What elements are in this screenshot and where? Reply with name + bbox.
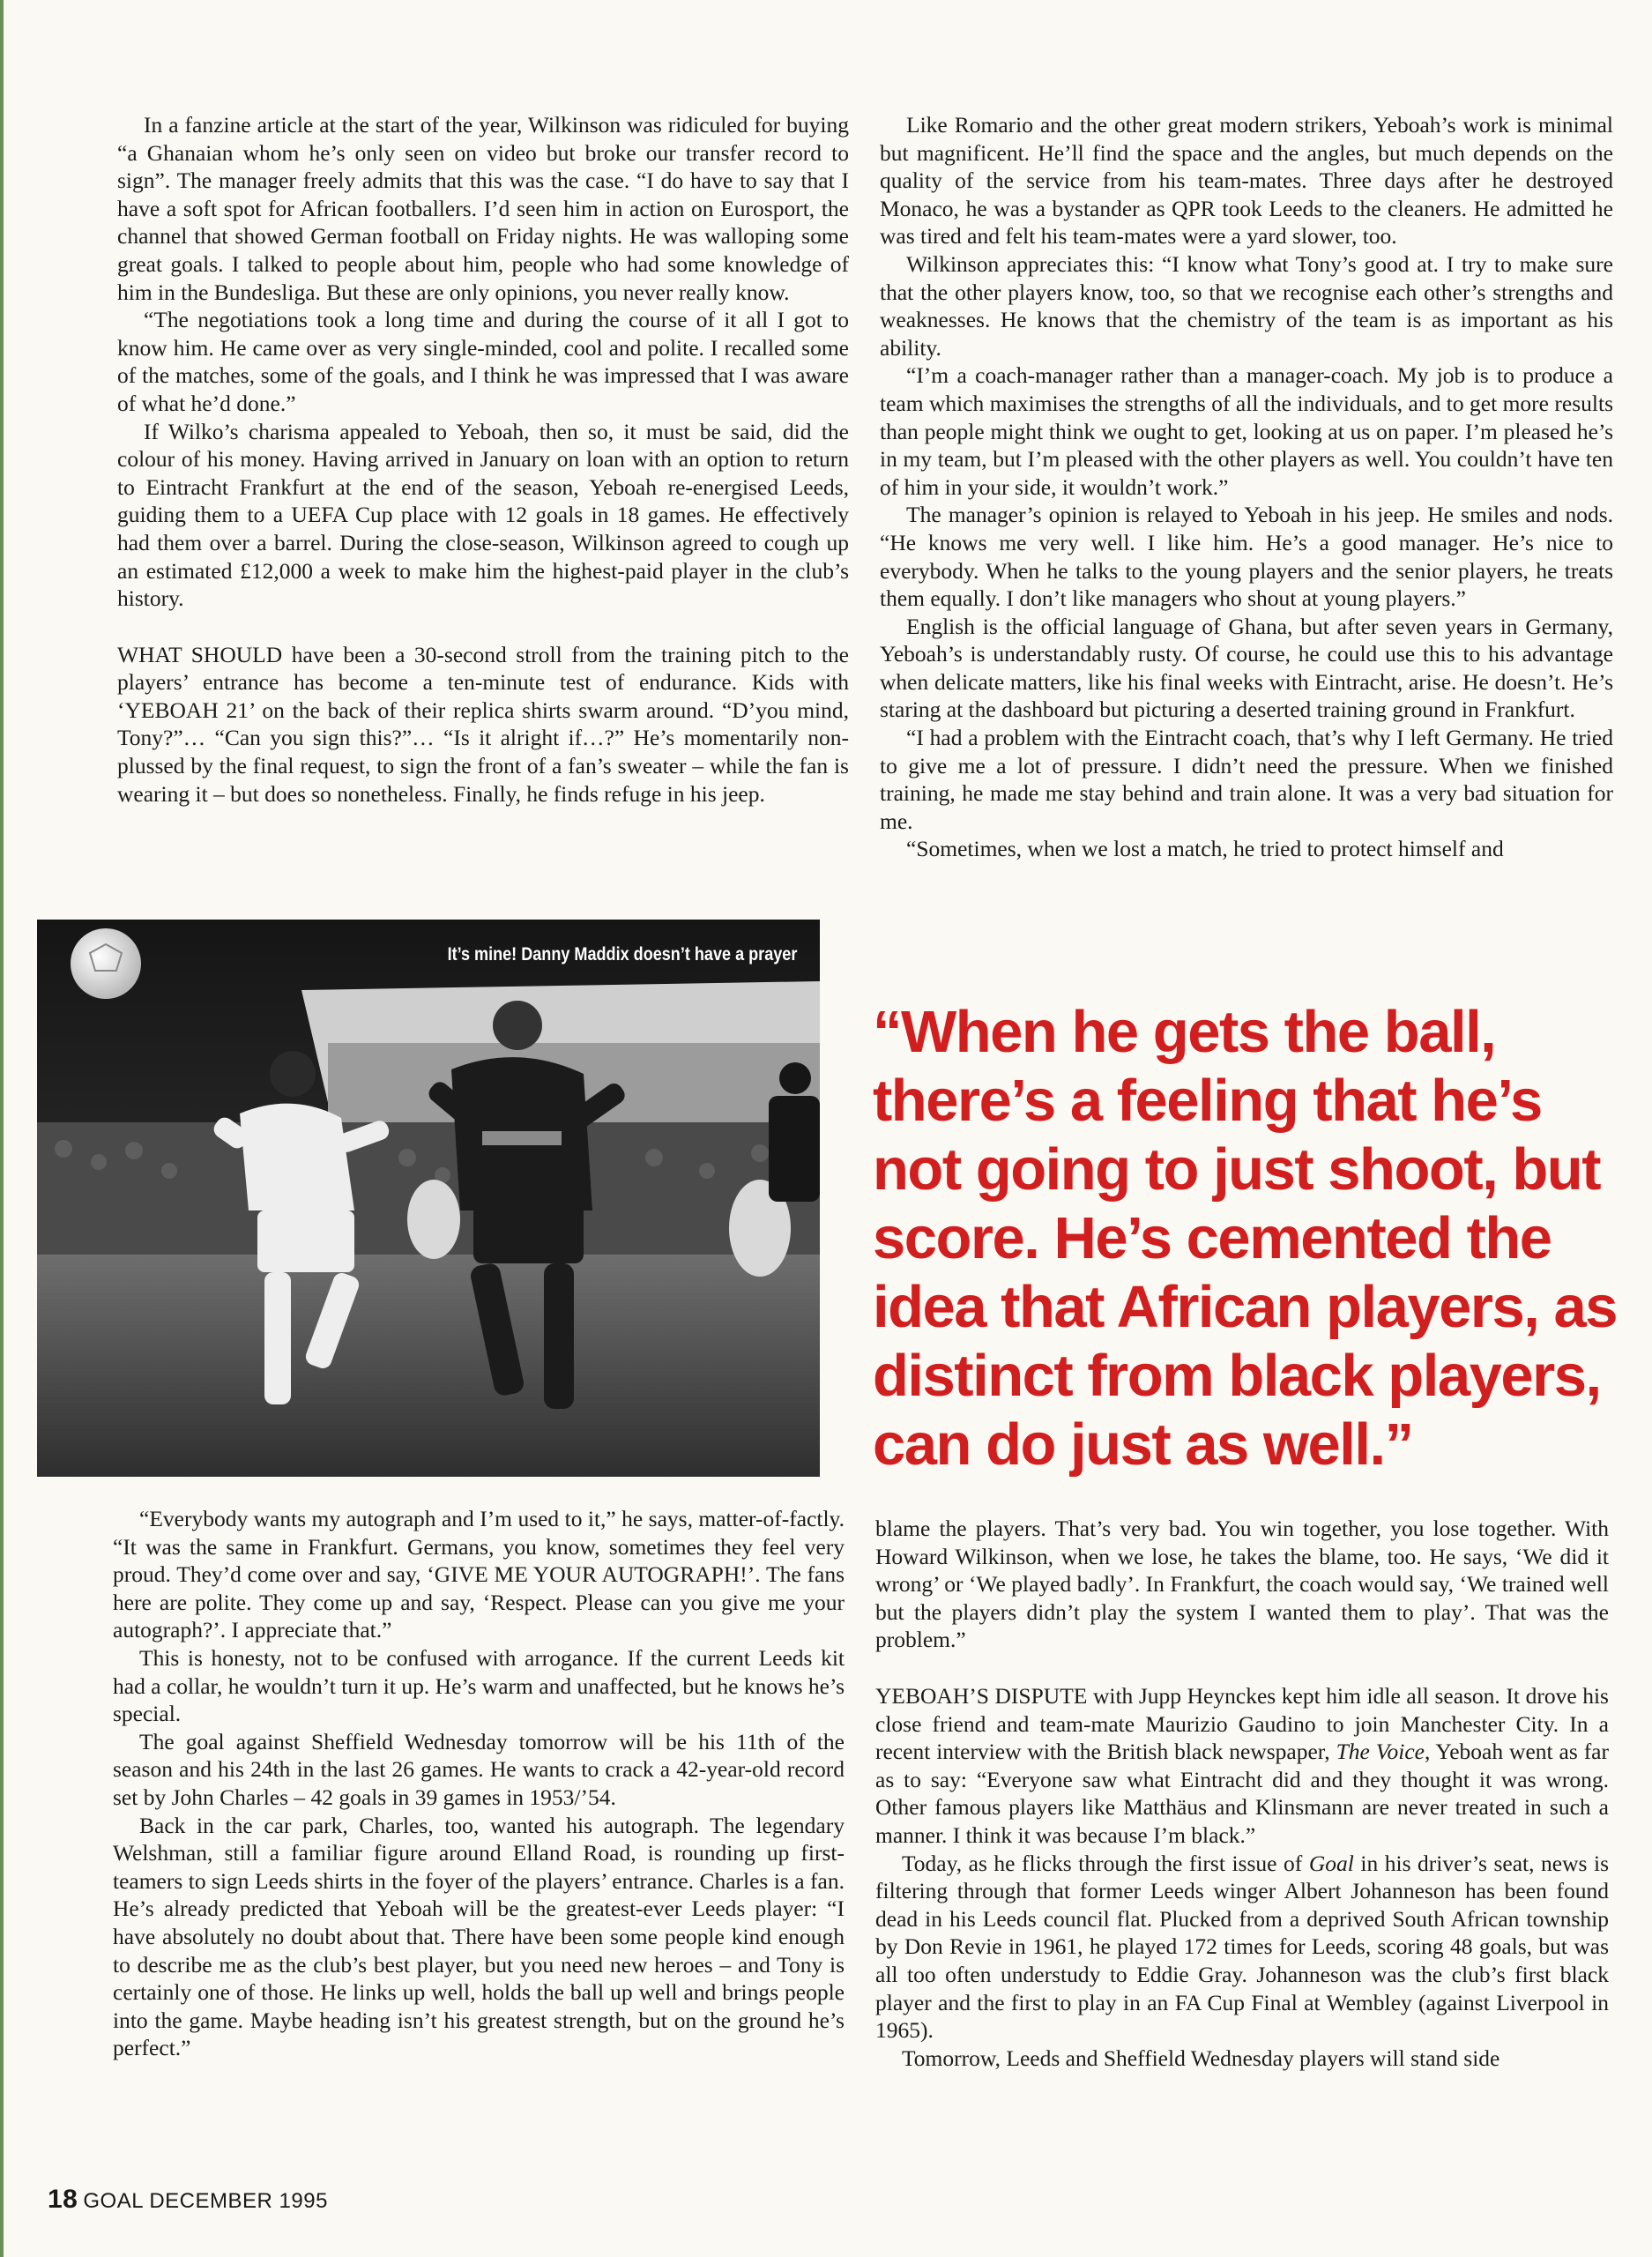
pull-quote-line: can do just as well.” <box>873 1412 1413 1478</box>
paragraph: English is the official language of Ghana, but after seven years in Germany, Yeboah’s is understandably rusty. Of course, he could use this to his advantage when delicate matters, like his final weeks with Eintracht, arise. He doesn’t. He’s staring at the dashboard but picturing a deserted training ground in Frankfurt. <box>880 613 1613 723</box>
paragraph-section-start <box>875 1682 1609 1850</box>
photo-caption: It’s mine! Danny Maddix doesn’t have a prayer <box>447 944 797 965</box>
text-run: YEBOAH’S DISPUTE with Jupp Heynckes kept him idle all season. It drove his close friend and team-mate Maurizio Gaudino to join Manchester City. In a recent interview with the British black newspaper, <box>875 1682 1609 1765</box>
article-column-right-bottom <box>875 1515 1609 2072</box>
paragraph: “Sometimes, when we lost a match, he tried to protect himself and <box>906 836 1504 862</box>
match-photo <box>37 920 820 1477</box>
paragraph: Tomorrow, Leeds and Sheffield Wednesday players will stand side <box>902 2045 1500 2071</box>
paragraph: The goal against Sheffield Wednesday tomorrow will be his 11th of the season and his 24th in the last 26 games. He wants to crack a 42-year-old record set by John Charles – 42 goals in 39 games in 1953/’54. <box>113 1728 845 1810</box>
pull-quote-line: there’s a feeling that he’s <box>873 1068 1542 1134</box>
text-run: Today, as he flicks through the first issue of <box>902 1850 1309 1876</box>
pull-quote-line: idea that African players, as <box>873 1274 1617 1340</box>
pull-quote-line: “When he gets the ball, <box>873 999 1496 1065</box>
paragraph: “The negotiations took a long time and during the course of it all I got to know him. He came over as very single-minded, cool and polite. I recalled some of the matches, some of the goals, and I think he was impressed that I was aware of what he’d done.” <box>117 307 849 416</box>
pull-quote-line: not going to just shoot, but <box>873 1136 1601 1203</box>
paragraph: “I had a problem with the Eintracht coach, that’s why I left Germany. He tried to give me a lot of pressure. I didn’t need the pressure. When we finished training, he made me stay behind and train alone. It was a very bad situation for me. <box>880 725 1613 834</box>
page-number: 18 <box>48 2185 78 2214</box>
paragraph: The manager’s opinion is relayed to Yeboah in his jeep. He smiles and nods. “He knows me very well. I like him. He’s a good manager. He’s nice to everybody. When he talks to the young players and the senior players, he treats them equally. I don’t like managers who shout at young players.” <box>880 502 1613 612</box>
pull-quote-line: distinct from black players, <box>873 1343 1601 1409</box>
paragraph: Back in the car park, Charles, too, wanted his autograph. The legendary Welshman, still a familiar figure around Elland Road, is rounding up first-teamers to sign Leeds shirts in the foyer of the players’ entrance. Charles is a fan. He’s already predicted that Yeboah will be the greatest-ever Leeds player: “I have absolutely no doubt about that. There have been some people kind enough to describe me as the club’s best player, but you need new heroes – and Tony is certainly one of those. He links up well, holds the ball up well and brings people into the game. Maybe heading isn’t his greatest strength, but on the ground he’s perfect.” <box>113 1812 845 2061</box>
pull-quote-line: score. He’s cemented the <box>873 1205 1552 1271</box>
paragraph: If Wilko’s charisma appealed to Yeboah, then so, it must be said, did the colour of his money. Having arrived in January on loan with an option to return to Eintracht Frankfurt at the end of the season, Yeboah re-energised Leeds, guiding them to a UEFA Cup place with 12 goals in 18 games. He effectively had them over a barrel. During the close-season, Wilkinson agreed to cough up an estimated £12,000 a week to make him the highest-paid player in the club’s history. <box>117 418 849 612</box>
paragraph-section-start: WHAT SHOULD have been a 30-second stroll from the training pitch to the players’ entrance has become a ten-minute test of endurance. Kids with ‘YEBOAH 21’ on the back of their replica shirts swarm around. “D’you mind, Tony?”… “Can you sign this?”… “Is it alright if…?” He’s momentarily non-plussed by the final request, to sign the front of a fan’s sweater – while the fan is wearing it – but does so nonetheless. Finally, he finds refuge in his jeep. <box>117 641 849 807</box>
newspaper-title: The Voice <box>1336 1739 1425 1765</box>
page-edge <box>0 0 4 2257</box>
paragraph: blame the players. That’s very bad. You win together, you lose together. With Howard Wilkinson, when we lose, he takes the blame, too. He says, ‘We did it wrong’ or ‘We played badly’. In Frankfurt, the coach would say, ‘We trained well but the players didn’t play the system I wanted them to play’. That was the problem.” <box>875 1516 1609 1653</box>
text-run: , Yeboah went as far as to say: “Everyone saw what Eintracht did and they thought it was wrong. Other famous players like Matthäus and Klinsmann are never treated in such a manner. I think it was because I’m black.” <box>875 1739 1609 1848</box>
publication-line: GOAL DECEMBER 1995 <box>83 2189 328 2213</box>
paragraph: “Everybody wants my autograph and I’m used to it,” he says, matter-of-factly. “It was the same in Frankfurt. Germans, you know, sometimes they feel very proud. They’d come over and say, ‘GIVE ME YOUR AUTOGRAPH!’. The fans here are polite. They come up and say, ‘Respect. Please can you give me your autograph?’. I appreciate that.” <box>113 1506 845 1643</box>
article-column-left-bottom <box>113 1505 845 2062</box>
text-run: in his driver’s seat, news is filtering through that former Leeds winger Albert Johanneson has been found dead in his Leeds council flat. Plucked from a deprived South African township by Don Revie in 1961, he played 172 times for Leeds, scoring 48 goals, but was all too often understudy to Eddie Gray. Johanneson was the club’s first black player and the first to play in an FA Cup Final at Wembley (against Liverpool in 1965). <box>875 1850 1609 2044</box>
magazine-title: Goal <box>1308 1850 1354 1876</box>
paragraph: Like Romario and the other great modern strikers, Yeboah’s work is minimal but magnificent. He’ll find the space and the angles, but much depends on the quality of the service from his team-mates. Three days after he destroyed Monaco, he was a bystander as QPR took Leeds to the cleaners. He admitted he was tired and felt his team-mates were a yard slower, too. <box>880 112 1613 250</box>
match-photo-illustration <box>37 920 820 1477</box>
pull-quote <box>873 998 1631 1479</box>
paragraph: “I’m a coach-manager rather than a manager-coach. My job is to produce a team which maximises the strengths of all the individuals, and to get more results than people might think we ought to get, looking at us on paper. I’m pleased he’s in my team, but I’m pleased with the other players as well. You couldn’t have ten of him in your side, it wouldn’t work.” <box>880 362 1613 500</box>
paragraph: Wilkinson appreciates this: “I know what Tony’s good at. I try to make sure that the other players know, too, so that we recognise each other’s strengths and weaknesses. He knows that the chemistry of the team is as important as his ability. <box>880 250 1613 361</box>
article-column-left-top <box>117 111 849 808</box>
article-column-right-top <box>880 111 1613 863</box>
paragraph: In a fanzine article at the start of the year, Wilkinson was ridiculed for buying “a Ghanaian whom he’s only seen on video but broke our transfer record to sign”. The manager freely admits that this was the case. “I do have to say that I have a soft spot for African footballers. I’d seen him in action on Eurosport, the channel that showed German football on Friday nights. He was walloping some great goals. I talked to people about him, people who had some knowledge of him in the Bundesliga. But these are only opinions, you never really know. <box>117 112 849 305</box>
paragraph: This is honesty, not to be confused with arrogance. If the current Leeds kit had a collar, he wouldn’t turn it up. He’s warm and unaffected, but he knows he’s special. <box>113 1644 845 1727</box>
paragraph <box>875 1850 1609 2045</box>
page-footer <box>48 2185 328 2215</box>
